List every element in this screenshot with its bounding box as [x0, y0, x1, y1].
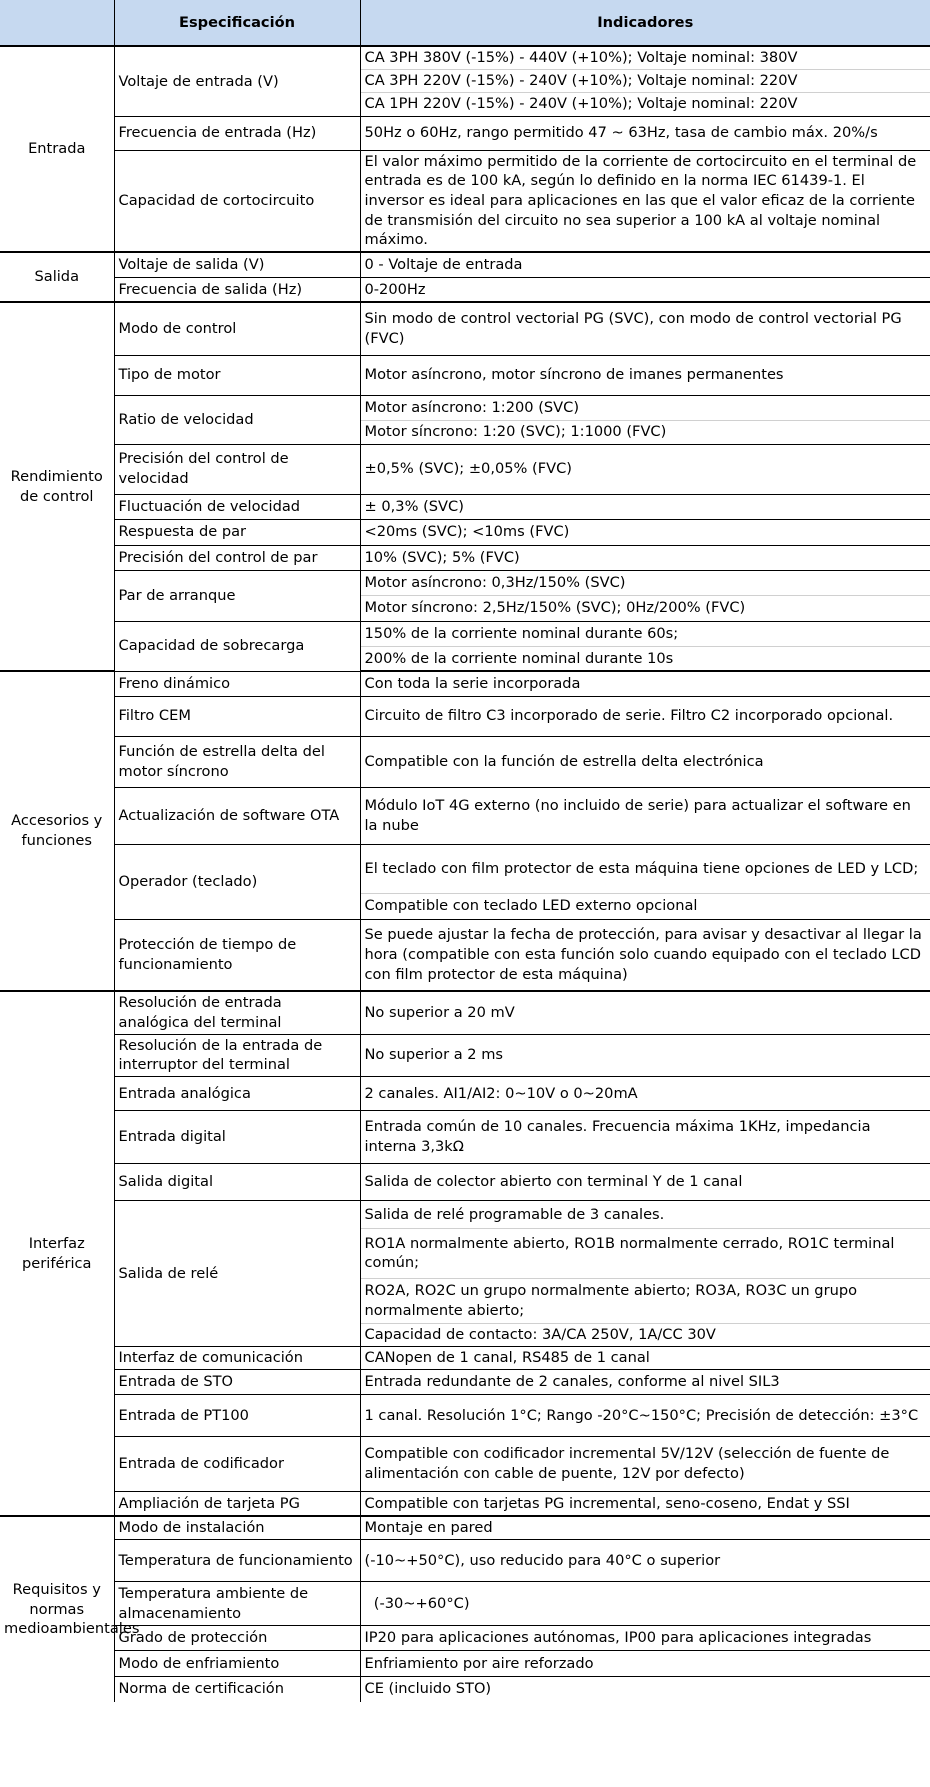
value-sobrecarga-2: 200% de la corriente nominal durante 10s — [360, 646, 930, 671]
spec-modo-control: Modo de control — [114, 302, 360, 355]
value-norma-certificacion: CE (incluido STO) — [364, 1680, 492, 1698]
group-requisitos: Requisitos y normas medioambientales — [0, 1516, 114, 1701]
value-filtro-cem: Circuito de filtro C3 incorporado de serie. Filtro C2 incorporado opcional. — [360, 696, 930, 736]
spec-precision-velocidad: Precisión del control de velocidad — [114, 444, 360, 494]
spec-sobrecarga: Capacidad de sobrecarga — [114, 621, 360, 671]
value-entrada-pt100: 1 canal. Resolución 1°C; Rango -20°C~150°C; Precisión de detección: ±3°C — [360, 1394, 930, 1436]
value-salida-rele-4: Capacidad de contacto: 3A/CA 250V, 1A/CC 30V — [360, 1323, 930, 1346]
value-entrada-digital: Entrada común de 10 canales. Frecuencia máxima 1KHz, impedancia interna 3,3kΩ — [360, 1110, 930, 1163]
value-grado-proteccion: IP20 para aplicaciones autónomas, IP00 para aplicaciones integradas — [360, 1626, 930, 1651]
spec-filtro-cem: Filtro CEM — [114, 696, 360, 736]
spec-salida-digital: Salida digital — [114, 1163, 360, 1200]
spec-estrella-delta: Función de estrella delta del motor síncrono — [114, 736, 360, 787]
group-interfaz: Interfaz periférica — [0, 991, 114, 1516]
group-accesorios: Accesorios y funciones — [0, 671, 114, 991]
spec-interfaz-comunicacion: Interfaz de comunicación — [114, 1346, 360, 1369]
spec-voltaje-salida: Voltaje de salida (V) — [114, 252, 360, 277]
value-ota: Módulo IoT 4G externo (no incluido de serie) para actualizar el software en la nube — [360, 787, 930, 844]
spec-entrada-sto: Entrada de STO — [114, 1369, 360, 1394]
spec-capacidad-cortocircuito: Capacidad de cortocircuito — [114, 150, 360, 252]
value-tipo-motor: Motor asíncrono, motor síncrono de imanes permanentes — [360, 355, 930, 395]
spec-par-arranque: Par de arranque — [114, 570, 360, 621]
spec-freno-dinamico: Freno dinámico — [114, 671, 360, 696]
value-fluctuacion-velocidad: ± 0,3% (SVC) — [360, 494, 930, 519]
spec-temp-almacenamiento: Temperatura ambiente de almacenamiento — [114, 1582, 360, 1626]
value-modo-control: Sin modo de control vectorial PG (SVC), con modo de control vectorial PG (FVC) — [360, 302, 930, 355]
value-temp-almacenamiento: (-30~+60°C) — [360, 1582, 930, 1626]
group-rendimiento: Rendimiento de control — [0, 302, 114, 671]
value-frecuencia-salida: 0-200Hz — [360, 277, 930, 302]
value-voltaje-salida: 0 - Voltaje de entrada — [360, 252, 930, 277]
value-voltaje-entrada-3: CA 1PH 220V (-15%) - 240V (+10%); Voltaje nominal: 220V — [360, 92, 930, 116]
value-salida-rele-3: RO2A, RO2C un grupo normalmente abierto; RO3A, RO3C un grupo normalmente abierto; — [360, 1278, 930, 1323]
spec-proteccion-tiempo: Protección de tiempo de funcionamiento — [114, 919, 360, 991]
header-spec: Especificación — [114, 0, 360, 46]
value-ratio-velocidad-1: Motor asíncrono: 1:200 (SVC) — [360, 395, 930, 420]
value-freno-dinamico: Con toda la serie incorporada — [360, 671, 930, 696]
value-precision-velocidad: ±0,5% (SVC); ±0,05% (FVC) — [360, 444, 930, 494]
value-entrada-codificador: Compatible con codificador incremental 5V/12V (selección de fuente de alimentación con cable de puente, 12V por defecto) — [360, 1436, 930, 1491]
value-proteccion-tiempo: Se puede ajustar la fecha de protección, para avisar y desactivar al llegar la hora (compatible con esta función solo cuando equipado con el teclado LCD con film protector de esta máquina) — [360, 919, 930, 991]
spec-frecuencia-salida: Frecuencia de salida (Hz) — [114, 277, 360, 302]
value-precision-par: 10% (SVC); 5% (FVC) — [360, 545, 930, 570]
spec-entrada-pt100: Entrada de PT100 — [114, 1394, 360, 1436]
spec-entrada-analogica: Entrada analógica — [114, 1076, 360, 1110]
spec-respuesta-par: Respuesta de par — [114, 519, 360, 545]
spec-norma-certificacion: Norma de certificación — [114, 1677, 360, 1702]
value-voltaje-entrada-1: CA 3PH 380V (-15%) - 440V (+10%); Voltaje nominal: 380V — [360, 46, 930, 69]
value-resolucion-interruptor: No superior a 2 ms — [360, 1034, 930, 1076]
spec-tipo-motor: Tipo de motor — [114, 355, 360, 395]
spec-resolucion-interruptor: Resolución de la entrada de interruptor del terminal — [114, 1034, 360, 1076]
value-modo-instalacion: Montaje en pared — [360, 1516, 930, 1539]
value-temp-funcionamiento: (-10~+50°C), uso reducido para 40°C o superior — [360, 1540, 930, 1582]
spec-temp-funcionamiento: Temperatura de funcionamiento — [114, 1540, 360, 1582]
value-operador-2: Compatible con teclado LED externo opcional — [360, 893, 930, 919]
spec-grado-proteccion: Grado de protección — [114, 1626, 360, 1651]
value-entrada-analogica: 2 canales. AI1/AI2: 0~10V o 0~20mA — [360, 1076, 930, 1110]
value-capacidad-cortocircuito: El valor máximo permitido de la corriente de cortocircuito en el terminal de entrada es de 100 kA, según lo definido en la norma IEC 61439-1. El inversor es ideal para aplicaciones en las que el valor eficaz de la corriente de transmisión del circuito no sea superior a 100 kA al voltaje nominal máximo. — [360, 150, 930, 252]
value-resolucion-analogica: No superior a 20 mV — [360, 991, 930, 1034]
value-par-arranque-1: Motor asíncrono: 0,3Hz/150% (SVC) — [360, 570, 930, 595]
spec-fluctuacion-velocidad: Fluctuación de velocidad — [114, 494, 360, 519]
value-entrada-sto: Entrada redundante de 2 canales, conforme al nivel SIL3 — [360, 1369, 930, 1394]
value-frecuencia-entrada: 50Hz o 60Hz, rango permitido 47 ~ 63Hz, tasa de cambio máx. 20%/s — [360, 116, 930, 150]
spec-tarjeta-pg: Ampliación de tarjeta PG — [114, 1491, 360, 1516]
spec-frecuencia-entrada: Frecuencia de entrada (Hz) — [114, 116, 360, 150]
value-salida-rele-2: RO1A normalmente abierto, RO1B normalmente cerrado, RO1C terminal común; — [360, 1228, 930, 1278]
value-voltaje-entrada-2: CA 3PH 220V (-15%) - 240V (+10%); Voltaje nominal: 220V — [360, 69, 930, 92]
value-tarjeta-pg: Compatible con tarjetas PG incremental, seno-coseno, Endat y SSI — [360, 1491, 930, 1516]
value-operador-1: El teclado con film protector de esta máquina tiene opciones de LED y LCD; — [360, 844, 930, 893]
spec-ratio-velocidad: Ratio de velocidad — [114, 395, 360, 444]
spec-voltaje-entrada: Voltaje de entrada (V) — [114, 46, 360, 116]
value-sobrecarga-1: 150% de la corriente nominal durante 60s; — [360, 621, 930, 646]
spec-resolucion-analogica: Resolución de entrada analógica del terminal — [114, 991, 360, 1034]
header-indicators: Indicadores — [360, 0, 930, 46]
group-entrada: Entrada — [0, 46, 114, 252]
spec-modo-instalacion: Modo de instalación — [114, 1516, 360, 1539]
spec-entrada-codificador: Entrada de codificador — [114, 1436, 360, 1491]
spec-precision-par: Precisión del control de par — [114, 545, 360, 570]
spec-entrada-digital: Entrada digital — [114, 1110, 360, 1163]
value-interfaz-comunicacion: CANopen de 1 canal, RS485 de 1 canal — [360, 1346, 930, 1369]
spec-ota: Actualización de software OTA — [114, 787, 360, 844]
spec-salida-rele: Salida de relé — [114, 1200, 360, 1346]
value-par-arranque-2: Motor síncrono: 2,5Hz/150% (SVC); 0Hz/200% (FVC) — [360, 595, 930, 621]
value-respuesta-par: <20ms (SVC); <10ms (FVC) — [360, 519, 930, 545]
value-estrella-delta: Compatible con la función de estrella delta electrónica — [360, 736, 930, 787]
header-blank — [0, 0, 114, 46]
header-row — [0, 0, 930, 46]
spec-modo-enfriamiento: Modo de enfriamiento — [114, 1651, 360, 1677]
group-salida: Salida — [0, 252, 114, 302]
value-salida-digital: Salida de colector abierto con terminal Y de 1 canal — [360, 1163, 930, 1200]
spec-operador: Operador (teclado) — [114, 844, 360, 919]
value-modo-enfriamiento: Enfriamiento por aire reforzado — [360, 1651, 930, 1677]
value-salida-rele-1: Salida de relé programable de 3 canales. — [360, 1200, 930, 1228]
value-ratio-velocidad-2: Motor síncrono: 1:20 (SVC); 1:1000 (FVC) — [360, 420, 930, 444]
